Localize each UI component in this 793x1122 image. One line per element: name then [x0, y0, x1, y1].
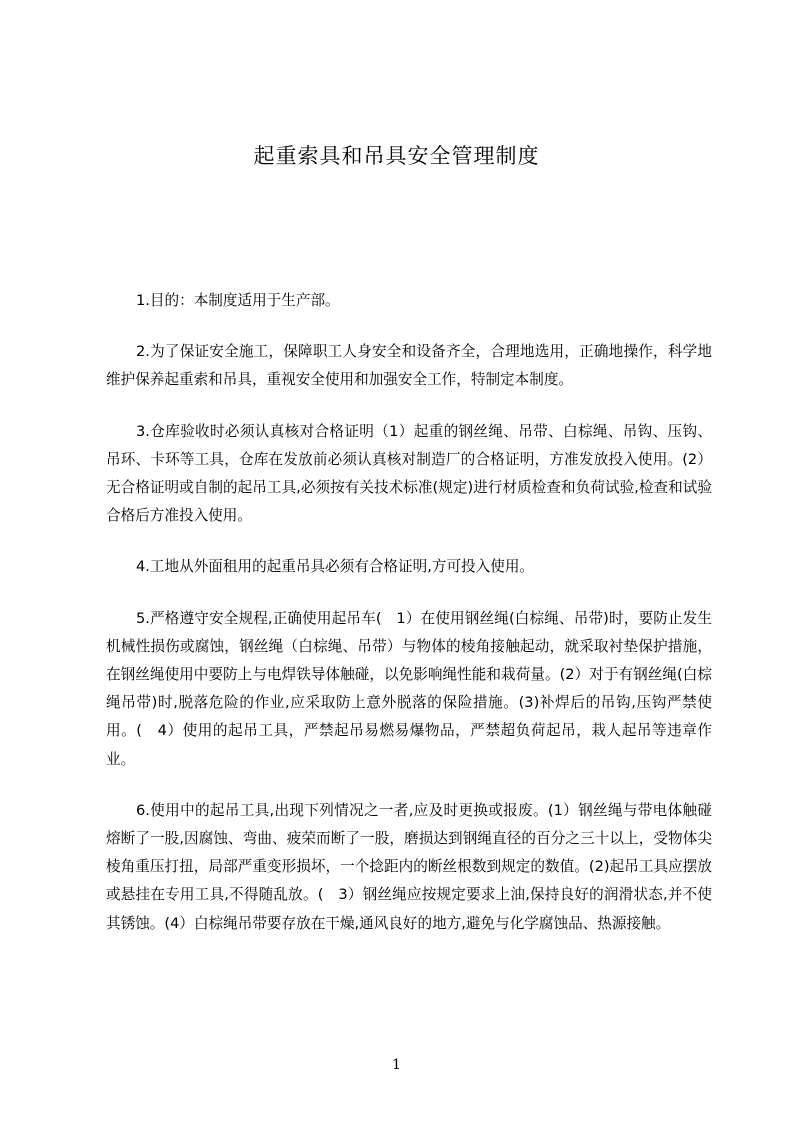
- paragraph-warehouse-inspection: 3.仓库验收时必须认真核对合格证明（1）起重的钢丝绳、吊带、白棕绳、吊钩、压钩、吊环、卡环等工具，仓库在发放前必须认真核对制造厂的合格证明，方准发放投入使用。(2）无合格证明或自制的起吊工具,必须按有关技术标准(规定)进行材质检查和负荷试验,检查和试验合格后方准投入使用。: [106, 422, 712, 525]
- paragraph-replacement-scrapping: 6.使用中的起吊工具,出现下列情况之一者,应及时更换或报废。(1）钢丝绳与带电体触碰熔断了一股,因腐蚀、弯曲、疲荣而断了一股，磨损达到钢绳直径的百分之三十以上，受物体尖棱角重压打扭，局部严重变形损坏，一个捻距内的断丝根数到规定的数值。(2)起吊工具应摆放或悬挂在专用工具,不得随乱放。( 3）钢丝绳应按规定要求上油,保持良好的润滑状态,并不使其锈蚀。(4）白棕绳吊带要存放在干燥,通风良好的地方,避免与化学腐蚀品、热源接触。: [106, 801, 712, 932]
- paragraph-rented-equipment: 4.工地从外面租用的起重吊具必须有合格证明,方可投入使用。: [136, 558, 535, 576]
- page-number: 1: [392, 1057, 401, 1073]
- paragraph-safety-rules: 5.严格遵守安全规程,正确使用起吊车( 1）在使用钢丝绳(白棕绳、吊带)时，要防止发生机械性损伤或腐蚀，钢丝绳（白棕绳、吊带）与物体的棱角接触起动，就采取衬垫保护措施，在钢丝绳使用中要防上与电焊铁导体触碰，以免影响绳性能和栽荷量。(2）对于有钢丝绳(白棕绳吊带)时,脱落危险的作业,应采取防上意外脱落的保险措施。(3)补焊后的吊钩,压钩严禁使用。( 4）使用的起吊工具，严禁起吊易燃易爆物品，严禁超负荷起吊，栽人起吊等违章作业。: [106, 609, 712, 768]
- paragraph-purpose: 1.目的：本制度适用于生产部。: [136, 292, 340, 309]
- document-title: 起重索具和吊具安全管理制度: [253, 144, 540, 168]
- document-body: [106, 287, 712, 961]
- paragraph-objective: 2.为了保证安全施工，保障职工人身安全和设备齐全，合理地选用，正确地操作，科学地维护保养起重索和吊具，重视安全使用和加强安全工作，特制定本制度。: [106, 343, 712, 389]
